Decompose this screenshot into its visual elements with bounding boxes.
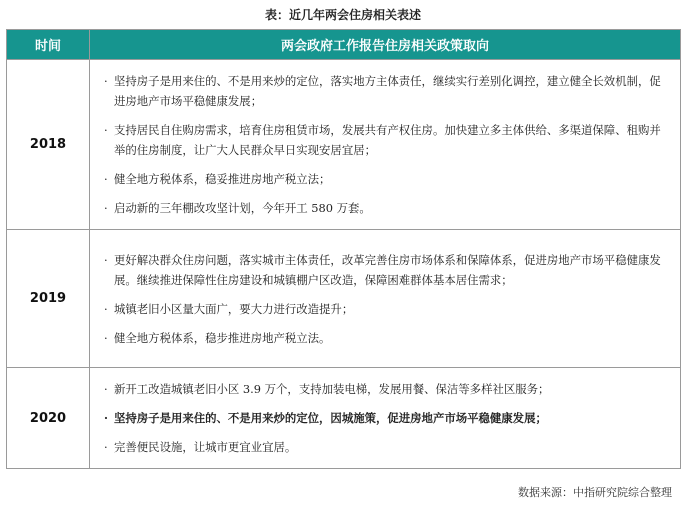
year-cell: 2019	[7, 230, 90, 368]
policy-item: · 完善便民设施，让城市更宜业宜居。	[104, 437, 668, 457]
policy-item: · 健全地方税体系，稳步推进房地产税立法。	[104, 328, 668, 348]
data-source-note: 数据来源：中指研究院综合整理	[518, 486, 672, 499]
policy-item: · 坚持房子是用来住的、不是用来炒的定位，落实地方主体责任，继续实行差别化调控，建立健全长效机制，促进房地产市场平稳健康发展；	[104, 71, 668, 111]
policy-item-emphasized: · 坚持房子是用来住的、不是用来炒的定位，因城施策，促进房地产市场平稳健康发展；	[104, 408, 668, 428]
policy-item: · 城镇老旧小区量大面广，要大力进行改造提升；	[104, 299, 668, 319]
policy-item: · 新开工改造城镇老旧小区 3.9 万个，支持加装电梯，发展用餐、保洁等多样社区服务；	[104, 379, 668, 399]
year-cell: 2018	[7, 60, 90, 230]
policy-item: · 启动新的三年棚改攻坚计划，今年开工 580 万套。	[104, 198, 668, 218]
policy-item: · 更好解决群众住房问题，落实城市主体责任，改革完善住房市场体系和保障体系，促进房地产市场平稳健康发展。继续推进保障性住房建设和城镇棚户区改造，保障困难群体基本居住需求；	[104, 250, 668, 290]
table-row-2019	[7, 230, 681, 368]
policy-table	[6, 29, 681, 469]
policy-cell	[90, 230, 681, 368]
policy-item: · 支持居民自住购房需求，培育住房租赁市场，发展共有产权住房。加快建立多主体供给、多渠道保障、租购并举的住房制度，让广大人民群众早日实现安居宜居；	[104, 120, 668, 160]
header-policy: 两会政府工作报告住房相关政策取向	[90, 30, 681, 60]
table-row-2020	[7, 368, 681, 469]
year-cell: 2020	[7, 368, 90, 469]
table-header-row	[7, 30, 681, 60]
policy-cell	[90, 368, 681, 469]
header-time: 时间	[7, 30, 90, 60]
policy-cell	[90, 60, 681, 230]
table-row-2018	[7, 60, 681, 230]
policy-item: · 健全地方税体系，稳妥推进房地产税立法；	[104, 169, 668, 189]
table-caption: 表：近几年两会住房相关表述	[264, 8, 421, 22]
